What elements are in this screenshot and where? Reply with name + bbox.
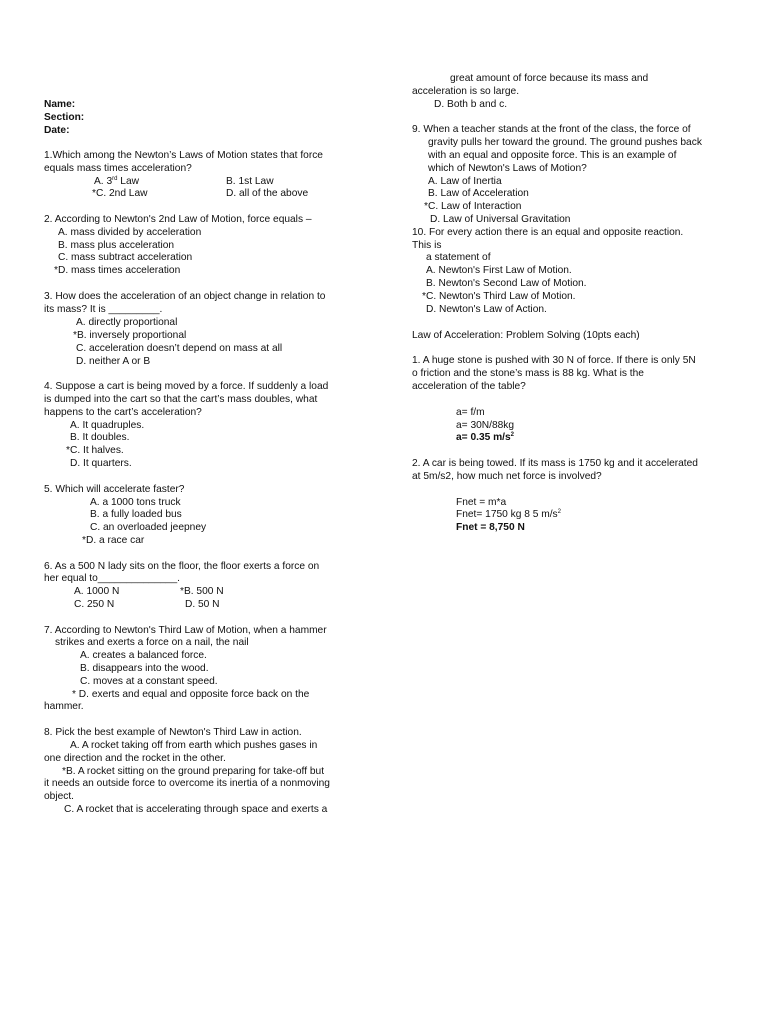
- q9-option-b: B. Law of Acceleration: [428, 188, 529, 199]
- section-label: Section:: [44, 112, 85, 123]
- q4-stem-line1: 4. Suppose a cart is being moved by a force. If suddenly a load: [44, 381, 329, 392]
- q8-option-c-line2: great amount of force because its mass and: [450, 73, 649, 84]
- q9-option-c: *C. Law of Interaction: [424, 201, 522, 212]
- q2-option-c: C. mass subtract acceleration: [58, 252, 193, 263]
- p2-answer: Fnet = 8,750 N: [456, 522, 525, 533]
- q2-option-a: A. mass divided by acceleration: [58, 227, 202, 238]
- q1-stem-line2: equals mass times acceleration?: [44, 163, 192, 174]
- q9-option-a: A. Law of Inertia: [428, 176, 502, 187]
- q6-option-d: D. 50 N: [185, 599, 220, 610]
- q9-stem-line4: which of Newton's Laws of Motion?: [428, 163, 587, 174]
- q1-option-a: A. 3rd Law: [94, 176, 139, 187]
- q4-option-d: D. It quarters.: [70, 458, 132, 469]
- q8-option-b-line3: object.: [44, 791, 75, 802]
- q6-stem-line2: her equal to______________.: [44, 573, 180, 584]
- q10-stem-line2: This is: [412, 240, 442, 251]
- date-label: Date:: [44, 125, 70, 136]
- q10-option-d: D. Newton's Law of Action.: [426, 304, 547, 315]
- p1-work-line2: a= 30N/88kg: [456, 420, 515, 431]
- p2-work-line1: Fnet = m*a: [456, 497, 507, 508]
- q7-option-c: C. moves at a constant speed.: [80, 676, 218, 687]
- q3-option-a: A. directly proportional: [76, 317, 178, 328]
- q5-option-a: A. a 1000 tons truck: [90, 497, 181, 508]
- problem-solving-heading: Law of Acceleration: Problem Solving (10pts each): [412, 330, 640, 341]
- q3-stem-line2: its mass? It is _________.: [44, 304, 163, 315]
- q4-option-c: *C. It halves.: [66, 445, 124, 456]
- q2-option-b: B. mass plus acceleration: [58, 240, 175, 251]
- q10-stem-line1: 10. For every action there is an equal and opposite reaction.: [412, 227, 684, 238]
- q9-stem-line2: gravity pulls her toward the ground. The ground pushes back: [428, 137, 702, 148]
- q8-option-b-line2: it needs an outside force to overcome its inertia of a nonmoving: [44, 778, 330, 789]
- p2-work-line2: Fnet= 1750 kg 8 5 $m/s^2$: [456, 509, 561, 520]
- q6-option-b: *B. 500 N: [180, 586, 224, 597]
- q8-option-b-line1: *B. A rocket sitting on the ground preparing for take-off but: [62, 766, 325, 777]
- p1-work-line1: a= f/m: [456, 407, 485, 418]
- q6-option-c: C. 250 N: [74, 599, 115, 610]
- q10-option-c: *C. Newton's Third Law of Motion.: [422, 291, 576, 302]
- q9-stem-line1: 9. When a teacher stands at the front of the class, the force of: [412, 124, 691, 135]
- p1-stem-line2: o friction and the stone’s mass is 88 kg. What is the: [412, 368, 644, 379]
- q2-option-d: *D. mass times acceleration: [54, 265, 181, 276]
- q8-option-c-line3: acceleration is so large.: [412, 86, 520, 97]
- q1-option-d: D. all of the above: [226, 188, 309, 199]
- q9-option-d: D. Law of Universal Gravitation: [430, 214, 571, 225]
- q4-option-a: A. It quadruples.: [70, 420, 145, 431]
- q7-stem-line2: strikes and exerts a force on a nail, the nail: [55, 637, 249, 648]
- q7-option-d: * D. exerts and equal and opposite force back on the: [72, 689, 310, 700]
- q4-stem-line2: is dumped into the cart so that the cart’s mass doubles, what: [44, 394, 318, 405]
- q8-option-a-line2: one direction and the rocket in the other.: [44, 753, 226, 764]
- q2-stem: 2. According to Newton's 2nd Law of Motion, force equals –: [44, 214, 312, 225]
- q5-stem: 5. Which will accelerate faster?: [44, 484, 185, 495]
- q4-option-b: B. It doubles.: [70, 432, 130, 443]
- q6-option-a: A. 1000 N: [74, 586, 120, 597]
- p1-answer: a= 0.35 $m/s^2$: [456, 432, 515, 443]
- name-label: Name:: [44, 99, 76, 110]
- q1-stem-line1: 1.Which among the Newton’s Laws of Motion states that force: [44, 150, 323, 161]
- q7-option-d-wrap: hammer.: [44, 701, 84, 712]
- q3-option-c: C. acceleration doesn’t depend on mass at all: [76, 343, 283, 354]
- q1-option-c: *C. 2nd Law: [92, 188, 148, 199]
- q10-option-b: B. Newton's Second Law of Motion.: [426, 278, 587, 289]
- q5-option-c: C. an overloaded jeepney: [90, 522, 207, 533]
- q7-option-a: A. creates a balanced force.: [80, 650, 207, 661]
- q8-option-c-line1: C. A rocket that is accelerating through space and exerts a: [64, 804, 328, 815]
- q6-stem-line1: 6. As a 500 N lady sits on the floor, the floor exerts a force on: [44, 561, 320, 572]
- p2-stem-line1: 2. A car is being towed. If its mass is 1750 kg and it accelerated: [412, 458, 698, 469]
- q1-option-b: B. 1st Law: [226, 176, 274, 187]
- q3-stem-line1: 3. How does the acceleration of an object change in relation to: [44, 291, 326, 302]
- p1-stem-line1: 1. A huge stone is pushed with 30 N of force. If there is only 5N: [412, 355, 696, 366]
- q5-option-b: B. a fully loaded bus: [90, 509, 182, 520]
- q8-option-d: D. Both b and c.: [434, 99, 508, 110]
- q3-option-b: *B. inversely proportional: [73, 330, 187, 341]
- q5-option-d: *D. a race car: [82, 535, 145, 546]
- q8-stem: 8. Pick the best example of Newton's Third Law in action.: [44, 727, 302, 738]
- p1-stem-line3: acceleration of the table?: [412, 381, 526, 392]
- q7-stem-line1: 7. According to Newton's Third Law of Motion, when a hammer: [44, 625, 327, 636]
- q9-stem-line3: with an equal and opposite force. This is an example of: [428, 150, 677, 161]
- q10-stem-line3: a statement of: [426, 252, 491, 263]
- q4-stem-line3: happens to the cart’s acceleration?: [44, 407, 202, 418]
- q3-option-d: D. neither A or B: [76, 356, 151, 367]
- q7-option-b: B. disappears into the wood.: [80, 663, 209, 674]
- q10-option-a: A. Newton's First Law of Motion.: [426, 265, 572, 276]
- q8-option-a-line1: A. A rocket taking off from earth which pushes gases in: [70, 740, 318, 751]
- p2-stem-line2: at 5m/s2, how much net force is involved?: [412, 471, 602, 482]
